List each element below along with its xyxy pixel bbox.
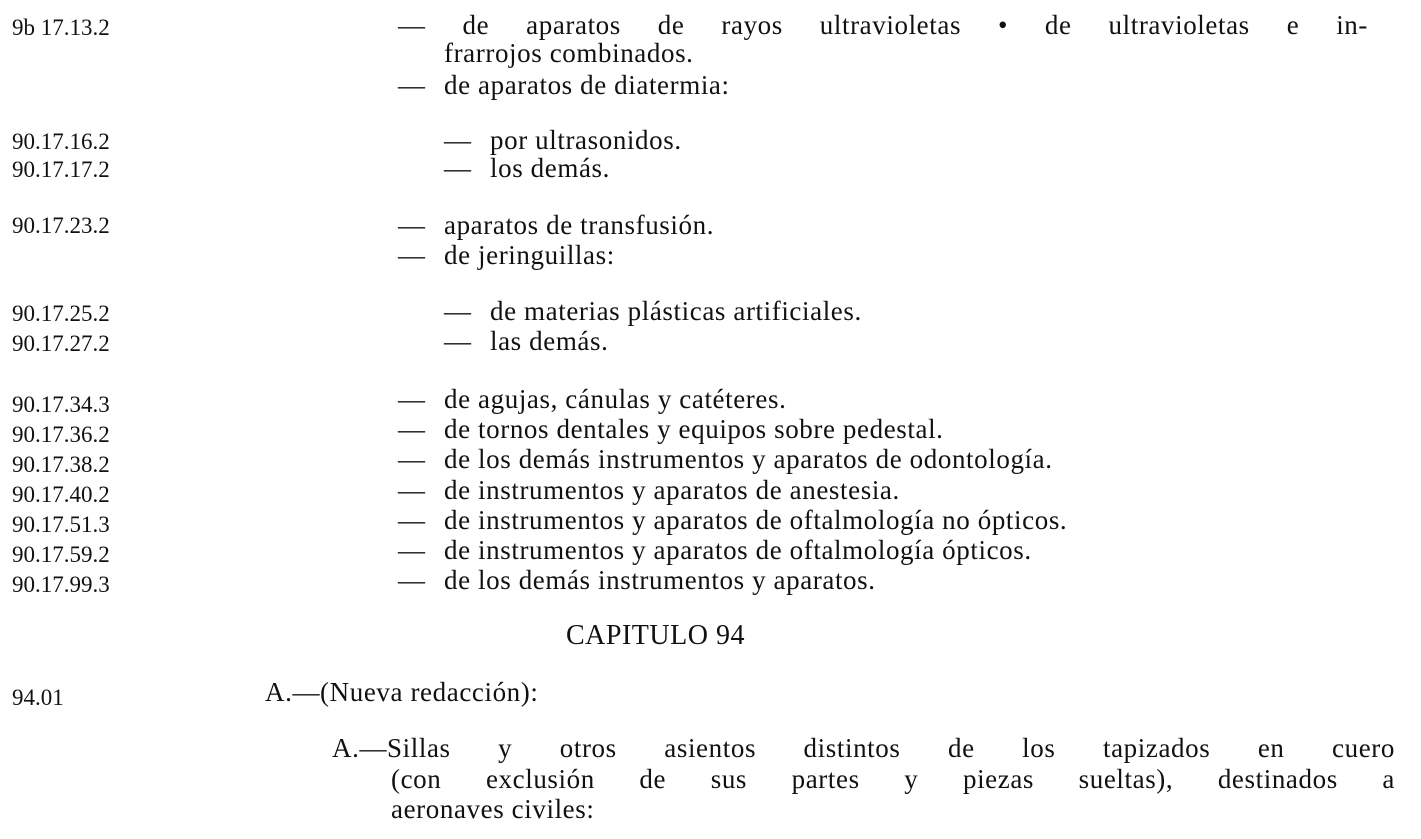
tariff-code: 9b 17.13.2 [12, 15, 110, 40]
dash: — [398, 535, 426, 565]
dash: — [444, 296, 472, 326]
entry-text-content: de aparatos de diatermia: [444, 70, 730, 100]
entry-text-content: de los demás instrumentos y aparatos de odontología. [444, 444, 1053, 474]
entry-text [398, 444, 1053, 474]
entry-text [398, 565, 876, 595]
entry-text-content: de tornos dentales y equipos sobre pedestal. [444, 414, 944, 444]
dash: — [398, 210, 426, 240]
entry-text [444, 153, 610, 183]
tariff-code: 90.17.25.2 [12, 301, 110, 326]
entry-text [398, 535, 1032, 565]
entry-text [398, 210, 714, 240]
dash: — [398, 70, 426, 100]
section-heading: A.—(Nueva redacción): [265, 677, 539, 707]
entry-text [398, 384, 786, 414]
chapter-heading: CAPITULO 94 [566, 620, 745, 651]
entry-text [444, 125, 682, 155]
entry-text-content: de los demás instrumentos y aparatos. [444, 565, 876, 595]
dash: — [398, 414, 426, 444]
entry-text-content: de aparatos de rayos ultravioletas • de ultravioletas e in- [462, 10, 1368, 40]
tariff-code: 90.17.23.2 [12, 213, 110, 238]
entry-text-content: los demás. [490, 153, 610, 183]
entry-text [398, 505, 1067, 535]
tariff-code: 90.17.40.2 [12, 482, 110, 507]
dash: — [398, 10, 426, 40]
tariff-code: 90.17.38.2 [12, 452, 110, 477]
entry-text [444, 326, 608, 356]
dash: — [398, 240, 426, 270]
entry-text-content: de agujas, cánulas y catéteres. [444, 384, 787, 414]
entry-text-content: de instrumentos y aparatos de anestesia. [444, 475, 900, 505]
dash: — [398, 444, 426, 474]
dash: — [444, 153, 472, 183]
entry-text-content: de materias plásticas artificiales. [490, 296, 862, 326]
entry-text [398, 10, 1368, 40]
paragraph-line: (con exclusión de sus partes y piezas sueltas), destinados a [391, 764, 1395, 794]
tariff-code: 90.17.16.2 [12, 129, 110, 154]
dash: — [398, 565, 426, 595]
tariff-code: 90.17.34.3 [12, 392, 110, 417]
tariff-code: 90.17.36.2 [12, 422, 110, 447]
entry-text [398, 70, 730, 100]
entry-text-content: de instrumentos y aparatos de oftalmología no ópticos. [444, 505, 1068, 535]
dash: — [398, 384, 426, 414]
tariff-code: 90.17.51.3 [12, 512, 110, 537]
tariff-code: 94.01 [12, 685, 64, 710]
paragraph-line: A.—Sillas y otros asientos distintos de los tapizados en cuero [332, 733, 1395, 763]
tariff-code: 90.17.27.2 [12, 331, 110, 356]
entry-text [398, 475, 900, 505]
entry-text [444, 296, 862, 326]
tariff-code: 90.17.17.2 [12, 157, 110, 182]
dash: — [398, 505, 426, 535]
dash: — [398, 475, 426, 505]
entry-text-content: de instrumentos y aparatos de oftalmología ópticos. [444, 535, 1032, 565]
entry-text-content: por ultrasonidos. [490, 125, 682, 155]
paragraph-line: aeronaves civiles: [391, 794, 595, 824]
dash: — [444, 326, 472, 356]
tariff-code: 90.17.99.3 [12, 572, 110, 597]
entry-text [398, 414, 944, 444]
entry-text-continuation: frarrojos combinados. [444, 38, 694, 68]
entry-text-content: aparatos de transfusión. [444, 210, 715, 240]
dash: — [444, 125, 472, 155]
entry-text-content: de jeringuillas: [444, 240, 615, 270]
tariff-code: 90.17.59.2 [12, 542, 110, 567]
entry-text [398, 240, 615, 270]
entry-text-content: las demás. [490, 326, 609, 356]
